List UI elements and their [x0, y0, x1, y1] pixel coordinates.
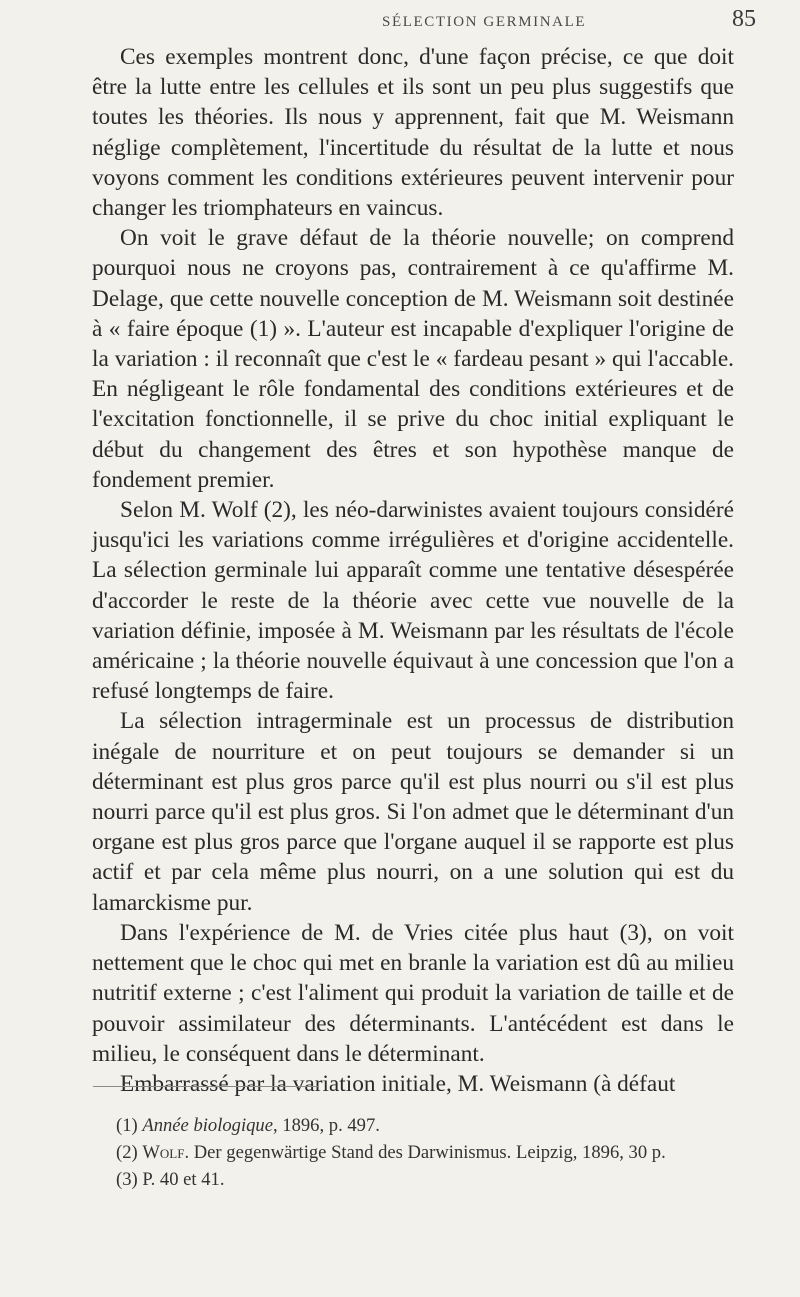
- footnote-number: (1): [116, 1115, 138, 1136]
- main-text: [92, 42, 734, 1099]
- footnote-1: [92, 1114, 732, 1138]
- footnote-divider: [93, 1086, 319, 1087]
- footnote-citation: , 1896, p. 497.: [272, 1115, 380, 1136]
- paragraph: Ces exemples montrent donc, d'une façon précise, ce que doit être la lutte entre les cellules et ils sont un peu plus suggestifs que toutes les théories. Ils nous y apprennent, fait que M. Weismann néglige complètement, l'incertitude du résultat de la lutte et nous voyons comment les conditions extérieures peuvent intervenir pour changer les triomphateurs en vaincus.: [92, 44, 734, 222]
- footnote-number: (3): [116, 1169, 138, 1190]
- running-title: SÉLECTION GERMINALE: [382, 14, 587, 30]
- paragraph: Embarrassé par la variation initiale, M. Weismann (à défaut: [120, 1070, 676, 1097]
- paragraph: Selon M. Wolf (2), les néo-darwinistes avaient toujours considéré jusqu'ici les variations comme irrégulières et d'origine accidentelle. La sélection germinale lui apparaît comme une tentative désespérée d'accorder le reste de la théorie avec cette vue nouvelle de la variation définie, imposée à M. Weismann par les résultats de l'école américaine ; la théorie nouvelle équivaut à une concession que l'on a refusé longtemps de faire.: [92, 497, 734, 705]
- footnote-number: (2): [116, 1142, 138, 1163]
- footnotes: [92, 1114, 732, 1192]
- footnote-author: Wolf: [142, 1142, 185, 1163]
- footnote-3: [92, 1168, 732, 1192]
- paragraph: La sélection intragerminale est un processus de distribution inégale de nourriture et on peut toujours se demander si un déterminant est plus gros parce qu'il est plus nourri ou s'il est plus nourri parce qu'il est plus gros. Si l'on admet que le déterminant d'un organe est plus gros parce que l'organe auquel il se rapporte est plus actif et par cela même plus nourri, on a une solution qui est du lamarckisme pur.: [92, 708, 734, 916]
- footnote-2: [92, 1141, 732, 1165]
- page-number: 85: [732, 6, 756, 32]
- paragraph: On voit le grave défaut de la théorie nouvelle; on comprend pourquoi nous ne croyons pas, contrairement à ce qu'affirme M. Delage, que cette nouvelle conception de M. Weismann soit destinée à « faire époque (1) ». L'auteur est incapable d'expliquer l'origine de la variation : il reconnaît que c'est le « fardeau pesant » qui l'accable. En négligeant le rôle fondamental des conditions extérieures et de l'excitation fonctionnelle, il se prive du choc initial expliquant le début du changement des êtres et son hypothèse manque de fondement premier.: [92, 225, 734, 493]
- footnote-citation: P. 40 et 41.: [142, 1169, 225, 1190]
- footnote-citation: . Der gegenwärtige Stand des Darwinismus. Leipzig, 1896, 30 p.: [184, 1142, 666, 1163]
- footnote-journal-title: Année biologique: [142, 1115, 273, 1136]
- paragraph: Dans l'expérience de M. de Vries citée plus haut (3), on voit nettement que le choc qui met en branle la variation est dû au milieu nutritif externe ; c'est l'aliment qui produit la variation de taille et de pouvoir assimilateur des déterminants. L'antécédent est dans le milieu, le conséquent dans le déterminant.: [92, 919, 734, 1067]
